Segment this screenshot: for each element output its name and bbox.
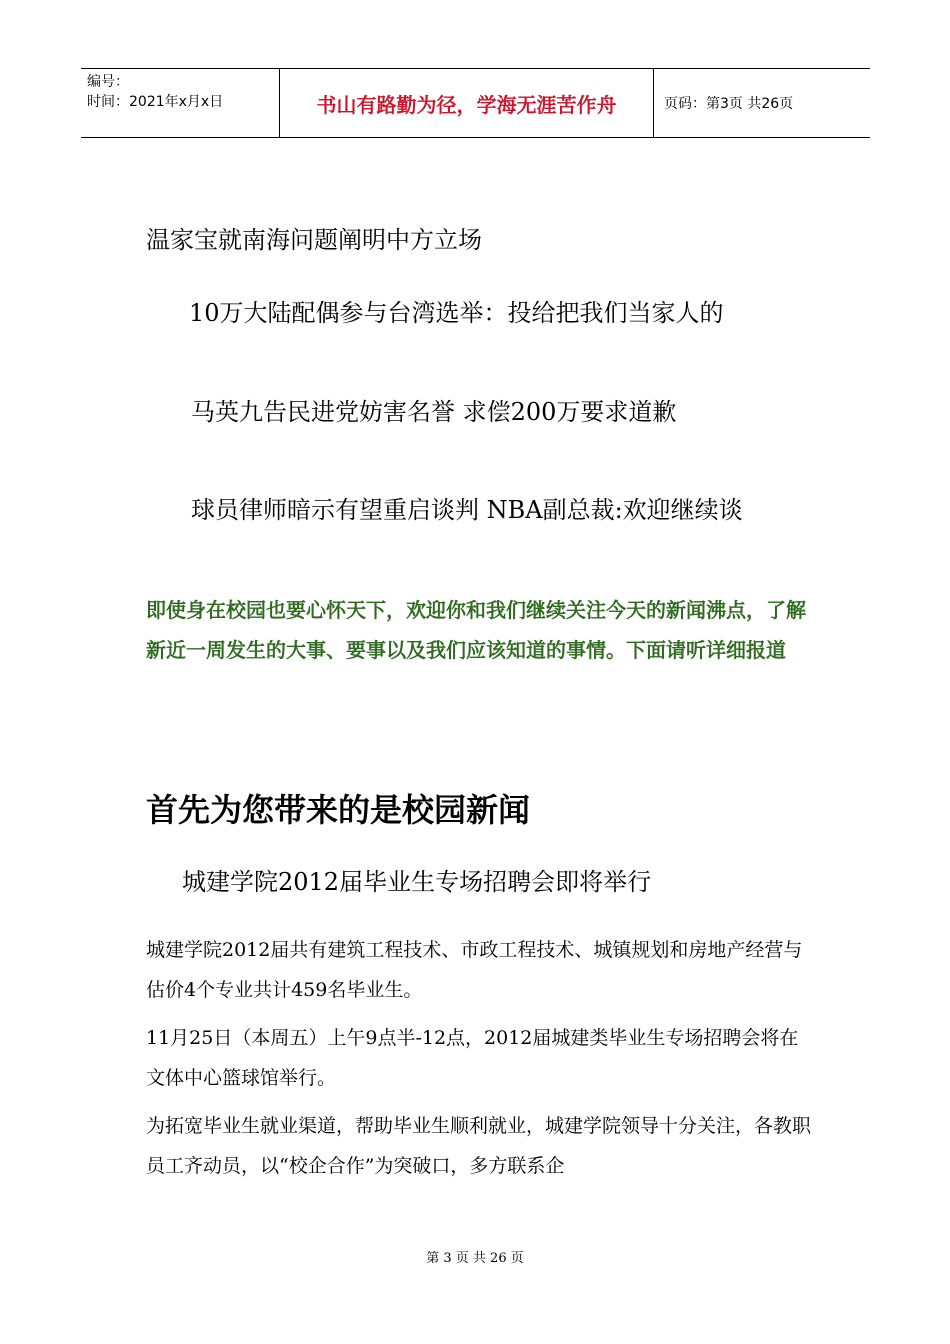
article-body xyxy=(146,930,811,1194)
number-label: 编号： xyxy=(87,74,129,90)
article-title: 城建学院2012届毕业生专场招聘会即将举行 xyxy=(182,868,652,896)
headline-2: 10万大陆配偶参与台湾选举：投给把我们当家人的 xyxy=(189,299,724,327)
motto: 书山有路勤为径，学海无涯苦作舟 xyxy=(280,69,654,137)
header-meta xyxy=(81,69,280,137)
page-footer: 第 3 页 共 26 页 xyxy=(426,1251,524,1266)
document-header xyxy=(81,68,870,138)
paragraph-1: 城建学院2012届共有建筑工程技术、市政工程技术、城镇规划和房地产经营与估价4个专业共计459名毕业生。 xyxy=(146,939,803,1001)
time-label: 时间：2021年x月x日 xyxy=(87,94,224,110)
paragraph-3: 为拓宽毕业生就业渠道，帮助毕业生顺利就业，城建学院领导十分关注，各教职员工齐动员，以“校企合作”为突破口，多方联系企 xyxy=(146,1115,812,1177)
page-info: 页码：第3页 共26页 xyxy=(664,96,794,112)
paragraph-2: 11月25日（本周五）上午9点半-12点，2012届城建类毕业生专场招聘会将在文体中心篮球馆举行。 xyxy=(146,1027,799,1089)
headline-3: 马英九告民进党妨害名誉 求偿200万要求道歉 xyxy=(191,398,677,426)
section-title: 首先为您带来的是校园新闻 xyxy=(146,791,531,829)
intro-paragraph: 即使身在校园也要心怀天下，欢迎你和我们继续关注今天的新闻沸点，了解新近一周发生的大事、要事以及我们应该知道的事情。下面请听详细报道 xyxy=(146,598,806,662)
headline-4: 球员律师暗示有望重启谈判 NBA副总裁:欢迎继续谈 xyxy=(191,496,743,524)
headline-1: 温家宝就南海问题阐明中方立场 xyxy=(146,226,482,254)
